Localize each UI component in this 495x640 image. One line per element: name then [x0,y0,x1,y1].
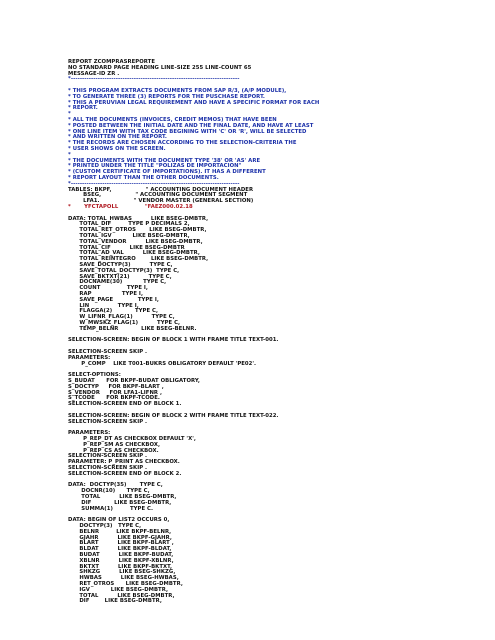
code-line: W_LIFNR_FLAG(1) TYPE C, [68,314,175,321]
code-line: DATA: DOCTYP(35) TYPE C, [68,482,163,489]
code-line: COUNT TYPE I, [68,285,148,292]
code-line: * THIS A PERUVIAN LEGAL REQUIREMENT AND HAVE A SPECIFIC FORMAT FOR EACH [68,99,320,106]
code-line: SHKZG LIKE BSEG-SHKZG, [68,569,176,576]
code-line: P_REP_DT AS CHECKBOX DEFAULT 'X', [68,436,196,442]
code-line: BSEG, " ACCOUNTING DOCUMENT SEGMENT [68,192,248,199]
code-line: * YFCTAPOLL "FAEZ000.02.18 [68,204,193,210]
code-line: * THE DOCUMENTS WITH THE DOCUMENT TYPE '38' OR 'AS' ARE [68,157,261,164]
code-line: * REPORT. [68,105,98,112]
code-line: MESSAGE-ID ZR . [68,70,120,77]
code-line: * AND WRITTEN ON THE REPORT. [68,134,167,141]
code-line: SELECTION-SCREEN SKIP . [68,453,148,460]
code-line: *--------------------------------------------------------------------------- [68,76,240,83]
code-line: BLDAT LIKE BKPF-BLDAT, [68,546,172,553]
code-line: LIN TYPE I, [68,302,139,309]
code-line: S_TCODE FOR BKPF-TCODE. [68,395,160,402]
code-line: P_REP_CS AS CHECKBOX. [68,447,159,454]
code-line: TEMP_BELNR LIKE BSEG-BELNR. [68,325,197,332]
code-line: BKTXT LIKE BKPF-BKTXT, [68,563,173,570]
code-line: P_COMP LIKE T001-BUKRS OBLIGATORY DEFAULT 'PE02'. [68,360,257,367]
code-line: * [68,111,71,118]
code-line: S_BUDAT FOR BKPF-BUDAT OBLIGATORY, [68,378,200,384]
code-line: * THIS PROGRAM EXTRACTS DOCUMENTS FROM SAP R/3, (A/P MODULE), [68,88,287,94]
code-line: *--------------------------------------------------------------------------- [68,180,240,187]
code-line: * ALL THE DOCUMENTS (INVOICES, CREDIT MEMOS) THAT HAVE BEEN [68,117,277,123]
code-line: TOTAL_CIF LIKE BSEG-DMBTR [68,244,185,251]
code-line: HWBAS LIKE BSEG-HWBAS, [68,575,179,582]
code-line: DATA: BEGIN OF LIST2 OCCURS 0, [68,517,170,524]
code-line: SELECTION-SCREEN: BEGIN OF BLOCK 2 WITH FRAME TITLE TEXT-022. [68,412,279,419]
code-line: BUDAT LIKE BKPF-BUDAT, [68,552,174,558]
code-line: * POSTED BETWEEN THE INITIAL DATE AND THE FINAL DATE, AND HAVE AT LEAST [68,122,314,129]
code-line: PARAMETER: P_PRINT AS CHECKBOX. [68,459,180,466]
code-line: IGV LIKE BSEG-DMBTR, [68,586,169,593]
code-line: * TO GENERATE THREE (3) REPORTS FOR THE PUSCHASE REPORT. [68,93,265,100]
code-line: S_VENDOR FOR LFA1-LIFNR , [68,389,163,396]
code-line: NO STANDARD PAGE HEADING LINE-SIZE 255 LINE-COUNT 65 [68,64,252,71]
code-line: * PRINTED UNDER THE TITLE "POLIZAS DE IMPORTACION" [68,163,242,170]
code-line: LFA1. " VENDOR MASTER (GENERAL SECTION) [68,198,254,205]
code-line: RAP TYPE I, [68,291,144,297]
code-line: SAVE_TOTAL_DOCTYP(3) TYPE C, [68,267,180,274]
code-line: XBLNR LIKE BKPF-XBLNR, [68,557,174,564]
code-line: W_MWSKZ_FLAG(1) TYPE C, [68,320,181,326]
code-line: SAVE_BKTXT(21) TYPE C, [68,273,172,280]
code-line: TOTAL_REINTEGRO LIKE BSEG-DMBTR, [68,256,209,263]
code-line: DOCTYP(3) TYPE C, [68,523,142,529]
code-line: S_DOCTYP FOR BKPF-BLART , [68,383,164,390]
code-line: DOCNR(10) TYPE C, [68,488,150,495]
code-line: * (CUSTOM CERTIFICATE OF IMPORTATIONS). IT HAS A DIFFERENT [68,169,266,176]
code-line: TOTAL LIKE BSEG-DMBTR, [68,494,177,500]
code-line: DIF LIKE BSEG-DMBTR, [68,598,162,605]
code-line: TABLES: BKPF, " ACCOUNTING DOCUMENT HEADER [68,186,254,193]
code-line: TOTAL_RET_OTROS LIKE BSEG-DMBTR, [68,227,207,234]
code-line: SELECTION-SCREEN SKIP . [68,465,148,471]
code-line: * REPORT LAYOUT THAN THE OTHER DOCUMENTS. [68,175,219,181]
code-line: PARAMETERS: [68,354,111,361]
code-line: SELECTION-SCREEN: BEGIN OF BLOCK 1 WITH FRAME TITLE TEXT-001. [68,337,279,344]
code-line: SUMMA(1) TYPE C. [68,505,154,512]
code-line: TOTAL LIKE BSEG-DMBTR, [68,592,175,599]
code-line: BLART LIKE BKPF-BLART , [68,540,174,547]
code-line: GJAHR LIKE BKPF-GJAHR, [68,534,172,541]
code-line: PARAMETERS: [68,430,111,437]
code-line: * [68,151,71,158]
code-line: RET_OTROS LIKE BSEG-DMBTR, [68,581,183,587]
code-line: * USER SHOWS ON THE SCREEN. [68,146,166,152]
code-line: * THE RECORDS ARE CHOSEN ACCORDING TO THE SELECTION-CRITERIA THE [68,140,297,147]
code-line: P_REP_SM AS CHECKBOX, [68,441,161,448]
code-line: REPORT ZCOMPRASREPORTE [68,59,156,65]
code-line: BELNR LIKE BKPF-BELNR, [68,528,172,535]
code-line: TOTAL_IGV LIKE BSEG-DMBTR, [68,233,190,239]
code-line: DOCNAME(30) TYPE C, [68,279,167,286]
code-line: SELECTION-SCREEN END OF BLOCK 1. [68,401,182,408]
code-line: DATA: TOTAL_HWBAS LIKE BSEG-DMBTR, [68,215,209,222]
code-line: SELECTION-SCREEN SKIP . [68,349,148,355]
code-line: SELECTION-SCREEN END OF BLOCK 2. [68,470,182,477]
code-line: * ONE LINE ITEM WITH TAX CODE BEGINING WITH 'C' OR 'R', WILL BE SELECTED [68,128,307,135]
code-line: SELECT-OPTIONS: [68,372,121,379]
code-line: TOTAL_AD_VAL LIKE BSEG-DMBTR, [68,250,200,257]
code-line: SELECTION-SCREEN SKIP . [68,418,148,425]
code-line: DIF LIKE BSEG-DMBTR, [68,499,172,506]
code-line: FLAGGA(2) TYPE C, [68,308,159,315]
code-line: TOTAL_VENDOR LIKE BSEG-DMBTR, [68,238,203,245]
code-line: SAVE_DOCTYP(3) TYPE C, [68,262,173,268]
code-line: SAVE_PAGE TYPE I, [68,296,159,303]
code-line: TOTAL_DIF TYPE P DECIMALS 2, [68,221,190,228]
